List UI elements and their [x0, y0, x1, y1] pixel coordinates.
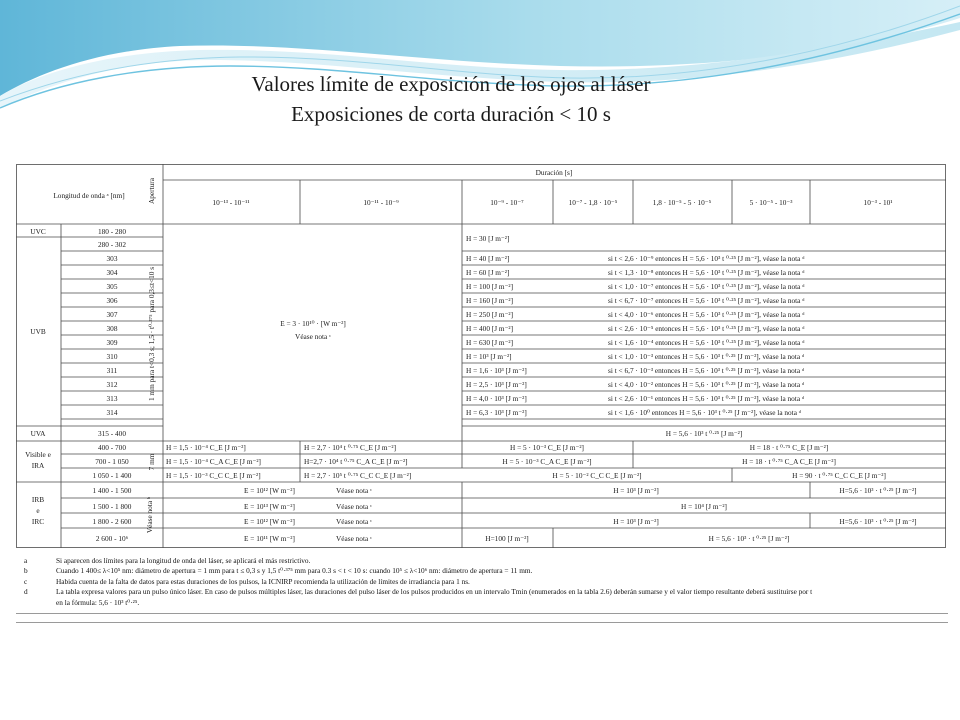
divider	[16, 622, 948, 623]
uv-cond-303: si t < 2,6 · 10⁻⁹ entonces H = 5,6 · 10³ t ⁰·²⁵ [J m⁻²], véase la nota ᵈ	[608, 254, 805, 263]
header-aperture: Apertura	[147, 178, 156, 204]
footnote-text: La tabla expresa valores para un pulso único láser. En caso de pulsos múltiples láser, las duraciones del pulso láser de los pulsos producidos en un intervalo Tmin (enumerados en la tabla 2.6) deberán sumarse y el valor tiempo resultante deberá sustituirse por t	[56, 587, 813, 597]
uv-h-305: H = 100 [J m⁻²]	[466, 282, 514, 291]
ir-r1-note: Véase nota ᶜ	[336, 486, 372, 495]
vis-r1-c3: H = 5 · 10⁻³ C_E [J m⁻²]	[510, 443, 584, 452]
group-uvc: UVC	[30, 227, 46, 236]
wl-309: 309	[106, 338, 118, 347]
wl-1500-1800: 1 500 - 1 800	[92, 502, 132, 511]
uv-irradiance: E = 3 · 10¹⁰ · [W m⁻²]	[280, 319, 346, 328]
duration-range-5: 1,8 · 10⁻⁵ - 5 · 10⁻⁵	[652, 198, 712, 207]
uv-cond-312: si t < 4,0 · 10⁻² entonces H = 5,6 · 10³ t ⁰·²⁵ [J m⁻²], véase la nota ᵈ	[608, 380, 805, 389]
divider	[16, 613, 948, 614]
wl-308: 308	[106, 324, 118, 333]
vis-r3-c1: H = 1,5 · 10⁻³ C_C C_E [J m⁻²]	[166, 471, 261, 480]
duration-range-6: 5 · 10⁻⁵ - 10⁻³	[749, 198, 793, 207]
duration-range-7: 10⁻³ - 10¹	[863, 198, 893, 207]
footnote	[24, 566, 944, 576]
footnote-text: Habida cuenta de la falta de datos para estas duraciones de los pulsos, la ICNIRP recomienda la utilización de límites de irradiancia para 1 ns.	[56, 576, 470, 586]
uv-h-315-400: H = 5,6 · 10³ t ⁰·²⁵ [J m⁻²]	[665, 429, 743, 438]
ir-r4-h2: H = 5,6 · 10³ · t ⁰·²⁵ [J m⁻²]	[708, 534, 790, 543]
slide-subtitle: Exposiciones de corta duración < 10 s	[291, 102, 611, 126]
aperture-ir: Véase nota ᵇ	[145, 496, 154, 534]
uv-cond-311: si t < 6,7 · 10⁻³ entonces H = 5,6 · 10³ t ⁰·²⁵ [J m⁻²], véase la nota ᵈ	[608, 366, 805, 375]
group-uvb: UVB	[30, 327, 46, 336]
group-visible: Visible e	[25, 450, 51, 459]
uv-cond-313: si t < 2,6 · 10⁻¹ entonces H = 5,6 · 10³ t ⁰·²⁵ [J m⁻²], véase la nota ᵈ	[608, 394, 805, 403]
group-ir-conj: e	[36, 506, 40, 515]
uv-h-309: H = 630 [J m⁻²]	[466, 338, 514, 347]
uv-cond-314: si t < 1,6 · 10⁰ entonces H = 5,6 · 10³ t ⁰·²⁵ [J m⁻²], véase la nota ᵈ	[608, 408, 802, 417]
uv-cond-307: si t < 4,0 · 10⁻⁶ entonces H = 5,6 · 10³ t ⁰·²⁵ [J m⁻²], véase la nota ᵈ	[608, 310, 805, 319]
wl-306: 306	[106, 296, 118, 305]
vis-r2-c4: H = 18 · t ⁰·⁷⁵ C_A C_E [J m⁻²]	[742, 457, 836, 466]
duration-range-4: 10⁻⁷ - 1,8 · 10⁻⁵	[568, 198, 618, 207]
ir-r2-h: H = 10⁴ [J m⁻²]	[681, 502, 727, 511]
slide-title: Valores límite de exposición de los ojos al láser	[251, 72, 651, 96]
wl-400-700: 400 - 700	[98, 443, 126, 452]
wl-303: 303	[106, 254, 118, 263]
wl-700-1050: 700 - 1 050	[95, 457, 129, 466]
wl-305: 305	[106, 282, 118, 291]
wl-314: 314	[106, 408, 118, 417]
group-irb: IRB	[31, 495, 45, 504]
wl-307: 307	[106, 310, 118, 319]
vis-r3-c3: H = 5 · 10⁻² C_C C_E [J m⁻²]	[552, 471, 642, 480]
wl-280-302: 280 - 302	[98, 240, 126, 249]
header-duration: Duración [s]	[535, 168, 573, 177]
uv-h-314: H = 6,3 · 10³ [J m⁻²]	[466, 408, 527, 417]
uv-cond-305: si t < 1,0 · 10⁻⁷ entonces H = 5,6 · 10³ t ⁰·²⁵ [J m⁻²], véase la nota ᵈ	[608, 282, 805, 291]
wl-1400-1500: 1 400 - 1 500	[92, 486, 132, 495]
vis-r3-c4: H = 90 · t ⁰·⁷⁵ C_C C_E [J m⁻²]	[792, 471, 886, 480]
wl-313: 313	[106, 394, 118, 403]
group-ira: IRA	[31, 461, 45, 470]
footnote-text: Si aparecen dos límites para la longitud de onda del láser, se aplicará el más restrictivo.	[56, 556, 311, 565]
wl-311: 311	[106, 366, 118, 375]
footnotes	[24, 556, 944, 608]
uv-cond-309: si t < 1,6 · 10⁻⁴ entonces H = 5,6 · 10³ t ⁰·²⁵ [J m⁻²], véase la nota ᵈ	[608, 338, 805, 347]
vis-r1-c1: H = 1,5 · 10⁻⁴ C_E [J m⁻²]	[166, 443, 246, 452]
uv-cond-310: si t < 1,0 · 10⁻³ entonces H = 5,6 · 10³ t ⁰·²⁵ [J m⁻²], véase la nota ᵈ	[608, 352, 805, 361]
ir-r2-e: E = 10¹³ [W m⁻²]	[244, 502, 295, 511]
ir-r1-h2: H=5,6 · 10³ · t ⁰·²⁵ [J m⁻²]	[839, 486, 917, 495]
ir-r1-h: H = 10³ [J m⁻²]	[613, 486, 659, 495]
wl-312: 312	[106, 380, 118, 389]
exposure-limits-table	[16, 164, 946, 548]
ir-r3-note: Véase nota ᶜ	[336, 517, 372, 526]
uv-h-308: H = 400 [J m⁻²]	[466, 324, 514, 333]
footnote-key: b	[24, 566, 28, 576]
uv-h-307: H = 250 [J m⁻²]	[466, 310, 514, 319]
footnote-key: c	[24, 576, 28, 586]
ir-r4-e: E = 10¹¹ [W m⁻²]	[244, 534, 295, 543]
footnote-key: d	[24, 587, 28, 597]
wl-2600-1e6: 2 600 - 10⁶	[95, 534, 129, 543]
wl-304: 304	[106, 268, 118, 277]
uv-cond-304: si t < 1,3 · 10⁻⁸ entonces H = 5,6 · 10³ t ⁰·²⁵ [J m⁻²], véase la nota ᵈ	[608, 268, 805, 277]
ir-r3-h2: H=5,6 · 10³ · t ⁰·²⁵ [J m⁻²]	[839, 517, 917, 526]
footnote	[24, 587, 944, 597]
uv-h-180-302: H = 30 [J m⁻²]	[466, 234, 510, 243]
group-irc: IRC	[31, 517, 45, 526]
aperture-uv: 1 mm para t<0,3 s; 1,5 · t⁰·³⁷⁵ para 0,3≤t<10 s	[147, 266, 156, 402]
uv-h-311: H = 1,6 · 10³ [J m⁻²]	[466, 366, 527, 375]
vis-r2-c3: H = 5 · 10⁻³ C_A C_E [J m⁻²]	[502, 457, 592, 466]
vis-r2-c2: H=2,7 · 10⁴ t ⁰·⁷⁵ C_A C_E [J m⁻²]	[304, 457, 408, 466]
uv-h-304: H = 60 [J m⁻²]	[466, 268, 510, 277]
footnote	[24, 556, 944, 566]
header-wavelength: Longitud de onda ᵃ [nm]	[53, 191, 125, 200]
ir-r1-e: E = 10¹² [W m⁻²]	[244, 486, 295, 495]
footnote	[24, 577, 944, 587]
vis-r3-c2: H = 2,7 · 10⁵ t ⁰·⁷⁵ C_C C_E [J m⁻²]	[304, 471, 412, 480]
ir-r2-note: Véase nota ᶜ	[336, 502, 372, 511]
footnote-key: a	[24, 556, 28, 565]
vis-r1-c2: H = 2,7 · 10⁴ t ⁰·⁷⁵ C_E [J m⁻²]	[304, 443, 397, 452]
wl-310: 310	[106, 352, 118, 361]
uv-h-313: H = 4,0 · 10³ [J m⁻²]	[466, 394, 527, 403]
duration-range-1: 10⁻¹³ - 10⁻¹¹	[212, 198, 250, 207]
uv-cond-306: si t < 6,7 · 10⁻⁷ entonces H = 5,6 · 10³ t ⁰·²⁵ [J m⁻²], véase la nota ᵈ	[608, 296, 805, 305]
footnote-text: Cuando 1 400≤ λ<10⁵ nm: diámetro de apertura = 1 mm para t ≤ 0,3 s y 1,5 t⁰·³⁷⁵ mm para 0.3 s < t < 10 s: cuando 10⁵ ≤ λ<10⁶ nm: diámetro de apertura = 11 mm.	[56, 566, 533, 576]
group-uva: UVA	[30, 429, 46, 438]
uv-h-303: H = 40 [J m⁻²]	[466, 254, 510, 263]
ir-r3-e: E = 10¹² [W m⁻²]	[244, 517, 295, 526]
aperture-visible: 7 mm	[147, 453, 156, 471]
ir-r4-h: H=100 [J m⁻²]	[485, 534, 529, 543]
uv-h-310: H = 10³ [J m⁻²]	[466, 352, 512, 361]
footnote-text-continued: en la fórmula: 5,6 · 10³ t⁰·²⁵.	[56, 597, 140, 607]
wl-180-280: 180 - 280	[98, 227, 126, 236]
uv-h-306: H = 160 [J m⁻²]	[466, 296, 514, 305]
ir-r3-h: H = 10³ [J m⁻²]	[613, 517, 659, 526]
footnote-continuation	[24, 598, 944, 608]
wl-1800-2600: 1 800 - 2 600	[92, 517, 132, 526]
uv-cond-308: si t < 2,6 · 10⁻⁵ entonces H = 5,6 · 10³ t ⁰·²⁵ [J m⁻²], véase la nota ᵈ	[608, 324, 805, 333]
duration-range-3: 10⁻⁹ - 10⁻⁷	[490, 198, 524, 207]
uv-h-312: H = 2,5 · 10³ [J m⁻²]	[466, 380, 527, 389]
duration-range-2: 10⁻¹¹ - 10⁻⁹	[363, 198, 399, 207]
vis-r2-c1: H = 1,5 · 10⁻⁴ C_A C_E [J m⁻²]	[166, 457, 261, 466]
uv-irradiance-note: Véase nota ᶜ	[295, 332, 331, 341]
wl-315-400: 315 - 400	[98, 429, 126, 438]
wl-1050-1400: 1 050 - 1 400	[92, 471, 132, 480]
vis-r1-c4: H = 18 · t ⁰·⁷⁵ C_E [J m⁻²]	[749, 443, 829, 452]
ir-r4-note: Véase nota ᶜ	[336, 534, 372, 543]
